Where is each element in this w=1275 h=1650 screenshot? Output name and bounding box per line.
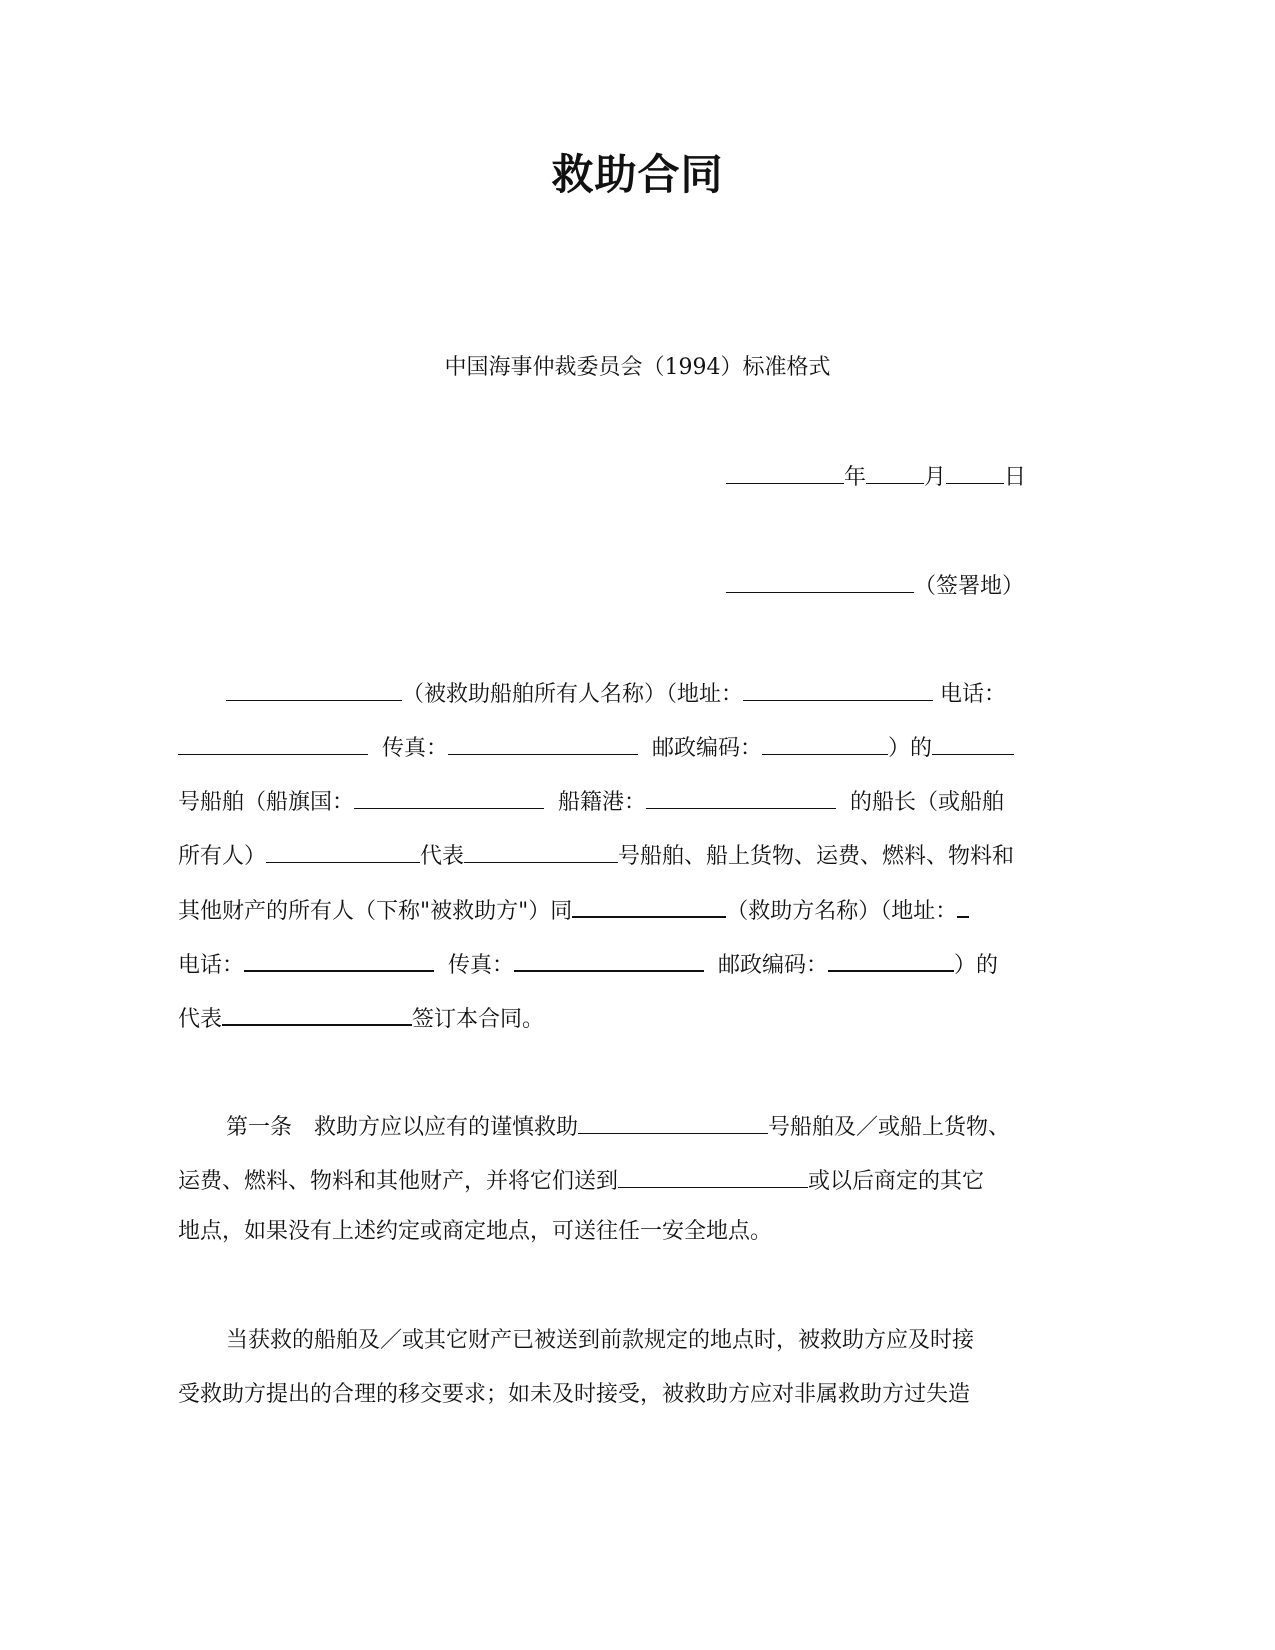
date-line: [726, 459, 1026, 489]
signing-place-label: （签署地）: [914, 574, 1025, 599]
parties-line-2: [178, 730, 1014, 760]
salvor-postal-label: 邮政编码：: [718, 953, 829, 978]
owner-name-blank[interactable]: [226, 676, 402, 701]
owner-postal-blank[interactable]: [762, 730, 888, 755]
signing-place-blank[interactable]: [726, 568, 914, 593]
month-label: 月: [924, 465, 947, 490]
salvor-postal-blank[interactable]: [828, 946, 954, 972]
represented-ship-blank[interactable]: [464, 838, 618, 863]
owner-fax-label: 传真：: [382, 736, 449, 761]
article1-line-3: [178, 1217, 772, 1247]
article1-line2-prefix: 运费、燃料、物料和其他财产，并将它们送到: [178, 1169, 619, 1194]
document-title: 救助合同: [551, 150, 724, 199]
owner-prefix-label: 所有人）: [178, 844, 267, 869]
parties-line-3: [178, 784, 1004, 814]
day-blank[interactable]: [946, 459, 1004, 484]
parties-line-4: [178, 838, 1014, 868]
article1-line-2: [178, 1163, 984, 1193]
other-owners-label: 其他财产的所有人（下称"被救助方"）同: [178, 899, 573, 924]
salvor-address-blank[interactable]: [957, 892, 969, 918]
ship-port-label: 船籍港：: [558, 790, 647, 815]
ship-flag-label: 号船舶（船旗国：: [178, 790, 355, 815]
month-blank[interactable]: [866, 459, 924, 484]
owner-of-label: ）的: [888, 736, 933, 761]
parties-line-5: [178, 892, 969, 922]
article1-ship-suffix: 号船舶及／或船上货物、: [768, 1115, 1011, 1140]
captain-name-blank[interactable]: [266, 838, 420, 863]
salvor-phone-label: 电话：: [178, 953, 245, 978]
ship-flag-blank[interactable]: [354, 784, 544, 809]
owner-address-blank[interactable]: [743, 676, 933, 701]
represent-label: 代表: [420, 844, 465, 869]
salvaged-ship-blank[interactable]: [578, 1109, 768, 1134]
article1-prefix: 第一条 救助方应以应有的谨慎救助: [226, 1115, 579, 1140]
signing-place-line: [726, 568, 1024, 598]
parties-line-7: [178, 1000, 544, 1030]
ship-number-blank[interactable]: [932, 730, 1014, 755]
paragraph2-line-1: [226, 1326, 974, 1356]
paragraph2-line1: 当获救的船舶及／或其它财产已被送到前款规定的地点时，被救助方应及时接: [226, 1328, 975, 1353]
paragraph2-line-2: [178, 1380, 970, 1410]
owner-postal-label: 邮政编码：: [652, 736, 763, 761]
article1-line2-suffix: 或以后商定的其它: [808, 1169, 985, 1194]
owner-phone-blank[interactable]: [178, 730, 368, 755]
article1-line3: 地点，如果没有上述约定或商定地点，可送往任一安全地点。: [178, 1219, 773, 1244]
owner-name-label: （被救助船舶所有人名称）（地址：: [402, 682, 744, 707]
parties-line-1: [226, 676, 1006, 706]
ship-port-blank[interactable]: [646, 784, 836, 809]
captain-label: 的船长（或船舶: [850, 790, 1005, 815]
sign-label: 签订本合同。: [412, 1007, 545, 1032]
salvor-phone-blank[interactable]: [244, 946, 434, 972]
owner-phone-label: 电话：: [940, 682, 1007, 707]
salvor-name-blank[interactable]: [572, 892, 726, 918]
salvor-label: （救助方名称）（地址：: [726, 899, 958, 924]
article1-line-1: [226, 1109, 1010, 1139]
salvor-fax-blank[interactable]: [514, 946, 704, 972]
salvor-fax-label: 传真：: [448, 953, 515, 978]
year-blank[interactable]: [726, 459, 844, 484]
salvor-rep-blank[interactable]: [222, 1000, 412, 1026]
salvor-rep-label: 代表: [178, 1007, 223, 1032]
salvor-of-label: ）的: [954, 953, 999, 978]
year-label: 年: [844, 465, 867, 490]
document-subtitle: 中国海事仲裁委员会（1994）标准格式: [444, 355, 831, 380]
owner-fax-blank[interactable]: [448, 730, 638, 755]
day-label: 日: [1004, 465, 1027, 490]
property-label: 号船舶、船上货物、运费、燃料、物料和: [618, 844, 1015, 869]
parties-line-6: [178, 946, 998, 976]
destination-blank[interactable]: [618, 1163, 808, 1188]
paragraph2-line2: 受救助方提出的合理的移交要求；如未及时接受，被救助方应对非属救助方过失造: [178, 1382, 971, 1407]
